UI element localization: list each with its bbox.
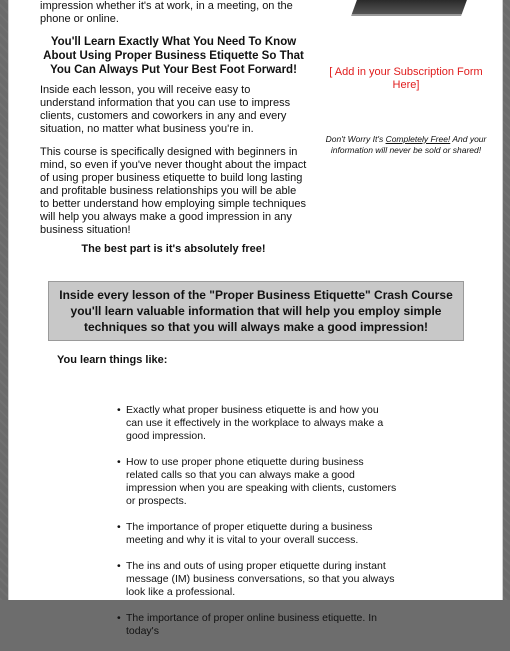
learn-heading: You learn things like: (57, 354, 168, 366)
intro-paragraph: Inside each lesson, you will receive easy to understand information that you can use to impress clients, customers and coworkers in any and every situation, no matter what business you're in. (40, 84, 291, 135)
beginners-paragraph: This course is specifically designed with beginners in mind, so even if you've never thought about the impact of using proper business etiquette to build long lasting and profitable business relationships you will be able to better understand how employing simple techniques will help you always make a good impression in any business situation! (40, 146, 307, 236)
list-item: • The importance of proper etiquette during a business meeting and why it is vital to your overall success. (117, 521, 397, 547)
free-statement: The best part is it's absolutely free! (81, 243, 266, 255)
privacy-disclaimer (316, 134, 496, 156)
benefits-list (117, 404, 397, 651)
list-item: • The ins and outs of using proper etiquette during instant message (IM) business conversations, so that you always look like a professional. (117, 560, 397, 599)
product-image (351, 0, 467, 16)
callout-box (48, 281, 464, 341)
headline: You'll Learn Exactly What You Need To Know About Using Proper Business Etiquette So That You Can Always Put Your Best Foot Forward! (43, 36, 304, 76)
list-item: • How to use proper phone etiquette during business related calls so that you can always make a good impression when you are speaking with clients, customers or prospects. (117, 456, 397, 508)
subscription-form-placeholder[interactable]: [ Add in your Subscription Form Here] (329, 66, 483, 91)
disclaimer-prefix: Don't Worry It's (325, 134, 386, 144)
list-item: • The importance of proper online business etiquette. In today's (117, 612, 397, 638)
lead-text: impression whether it's at work, in a meeting, on the phone or online. (40, 0, 293, 25)
callout-text: Inside every lesson of the "Proper Business Etiquette" Crash Course you'll learn valuable information that will help you employ simple techniques so that you will always make a good impression! (59, 288, 453, 334)
disclaimer-emphasis: Completely Free! (385, 134, 451, 144)
disclaimer-suffix: And your information will never be sold or shared! (330, 134, 487, 155)
content-panel (8, 0, 503, 637)
list-item: • Exactly what proper business etiquette is and how you can use it effectively in the workplace to always make a good impression. (117, 404, 397, 443)
